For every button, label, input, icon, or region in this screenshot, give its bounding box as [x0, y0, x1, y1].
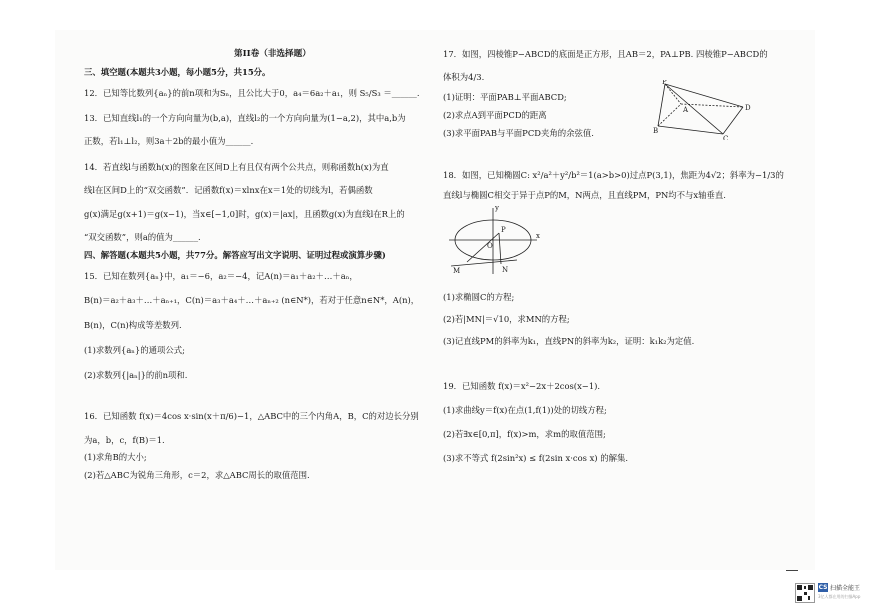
label-O: O: [487, 242, 493, 250]
question-16-part2: (2)若△ABC为锐角三角形，c＝2，求△ABC周长的取值范围.: [84, 470, 310, 480]
question-18-line2: 直线l与椭圆C相交于异于点P的M，N两点，且直线PM，PN均不与x轴垂直.: [443, 190, 726, 200]
question-15-line1: 15．已知在数列{aₙ}中，a₁＝−6，a₂＝−4，记A(n)＝a₁＋a₂＋…＋aₙ，: [84, 271, 358, 281]
question-18-part1: (1)求椭圆C的方程;: [443, 292, 515, 302]
label-P-ellipse: P: [501, 226, 506, 234]
label-C: C: [723, 135, 729, 140]
label-B: B: [653, 127, 659, 135]
question-19-part2: (2)若∃x∈[0,π]，f(x)>m，求m的取值范围;: [443, 429, 606, 439]
label-N: N: [502, 266, 509, 274]
question-19-line1: 19．已知函数 f(x)＝x²−2x＋2cos(x−1).: [443, 381, 601, 391]
scanner-name: 扫描全能王: [830, 585, 861, 592]
question-16-line2: 为a，b，c，f(B)＝1.: [84, 435, 165, 445]
ellipse-figure: [443, 202, 543, 280]
question-16-part1: (1)求角B的大小;: [84, 452, 147, 462]
axis-label-y: y: [495, 204, 499, 212]
question-19-part1: (1)求曲线y＝f(x)在点(1,f(1))处的切线方程;: [443, 405, 607, 415]
solve-header: 四、解答题(本题共5小题，共77分。解答应写出文字说明、证明过程或演算步骤): [84, 250, 386, 260]
question-18-line1: 18．如图，已知椭圆C: x²/a²＋y²/b²＝1(a>b>0)过点P(3,1)，焦距为4√2；斜率为−1/3的: [443, 170, 784, 180]
qr-code-icon: [795, 583, 815, 603]
question-13-line1: 13．已知直线l₁的一个方向向量为(b,a)，直线l₂的一个方向向量为(1−a,2)，其中a,b为: [84, 113, 406, 123]
question-17-line2: 体积为4/3.: [443, 72, 485, 82]
question-17-part3: (3)求平面PAB与平面PCD夹角的余弦值.: [443, 128, 594, 138]
fill-blank-header: 三、填空题(本题共3小题，每小题5分，共15分。: [84, 67, 271, 77]
label-P: P: [662, 80, 667, 86]
question-18-part2: (2)若|MN|＝√10，求MN的方程;: [443, 314, 570, 324]
label-M: M: [453, 267, 461, 275]
question-16-line1: 16．已知函数 f(x)＝4cos x·sin(x＋π/6)−1，△ABC中的三个内角A，B，C的对边长分别: [84, 411, 419, 421]
exam-sheet: [55, 30, 815, 570]
question-19-part3: (3)求不等式 f(2sin²x) ≤ f(2sin x·cos x) 的解集.: [443, 453, 629, 463]
axis-label-x: x: [536, 232, 540, 240]
question-14-line3: g(x)满足g(x+1)＝g(x−1)，当x∈[−1,0]时，g(x)＝|ax|，且函数g(x)为直线l在R上的: [84, 209, 405, 219]
question-18-part3: (3)记直线PM的斜率为k₁，直线PN的斜率为k₂，证明：k₁k₂为定值.: [443, 336, 695, 346]
section-title: 第II卷（非选择题）: [234, 49, 311, 59]
question-17-line1: 17．如图，四棱锥P−ABCD的底面是正方形，且AB＝2，PA⊥PB. 四棱锥P−ABCD的: [443, 49, 768, 59]
page-mark: [786, 570, 798, 571]
question-15-part1: (1)求数列{aₙ}的通项公式;: [84, 345, 185, 355]
question-12: 12．已知等比数列{aₙ}的前n项和为Sₙ，且公比大于0，a₄＝6a₂＋a₁，则 S₅/S₃ ＝______.: [84, 88, 420, 98]
question-17-part1: (1)证明：平面PAB⊥平面ABCD;: [443, 92, 567, 102]
label-D: D: [745, 104, 751, 112]
question-15-line3: B(n)，C(n)构成等差数列.: [84, 320, 182, 330]
question-15-part2: (2)求数列{|aₙ|}的前n项和.: [84, 370, 188, 380]
question-14-line4: “双交函数”，则a的值为______.: [84, 232, 201, 242]
question-17-part2: (2)求点A到平面PCD的距离: [443, 110, 547, 120]
scanner-tagline: 3亿人都在用的扫描App: [818, 594, 861, 599]
question-15-line2: B(n)＝a₂＋a₃＋…＋aₙ₊₁，C(n)＝a₃＋a₄＋…＋aₙ₊₂ (n∈N*)，若对于任意n∈N*，A(n)，: [84, 295, 420, 305]
label-A: A: [683, 106, 689, 114]
question-14-line2: 线l在区间D上的“双交函数”．记函数f(x)＝xlnx在x＝1处的切线为l，若偶函数: [84, 185, 373, 195]
scanner-watermark: [818, 582, 861, 602]
question-13-line2: 正数，若l₁⊥l₂，则3a＋2b的最小值为______.: [84, 136, 254, 146]
question-14-line1: 14．若直线l与函数h(x)的图象在区间D上有且仅有两个公共点，则称函数h(x)为直: [84, 162, 389, 172]
pyramid-figure: [653, 80, 763, 140]
scanner-logo-icon: CS: [818, 584, 828, 591]
